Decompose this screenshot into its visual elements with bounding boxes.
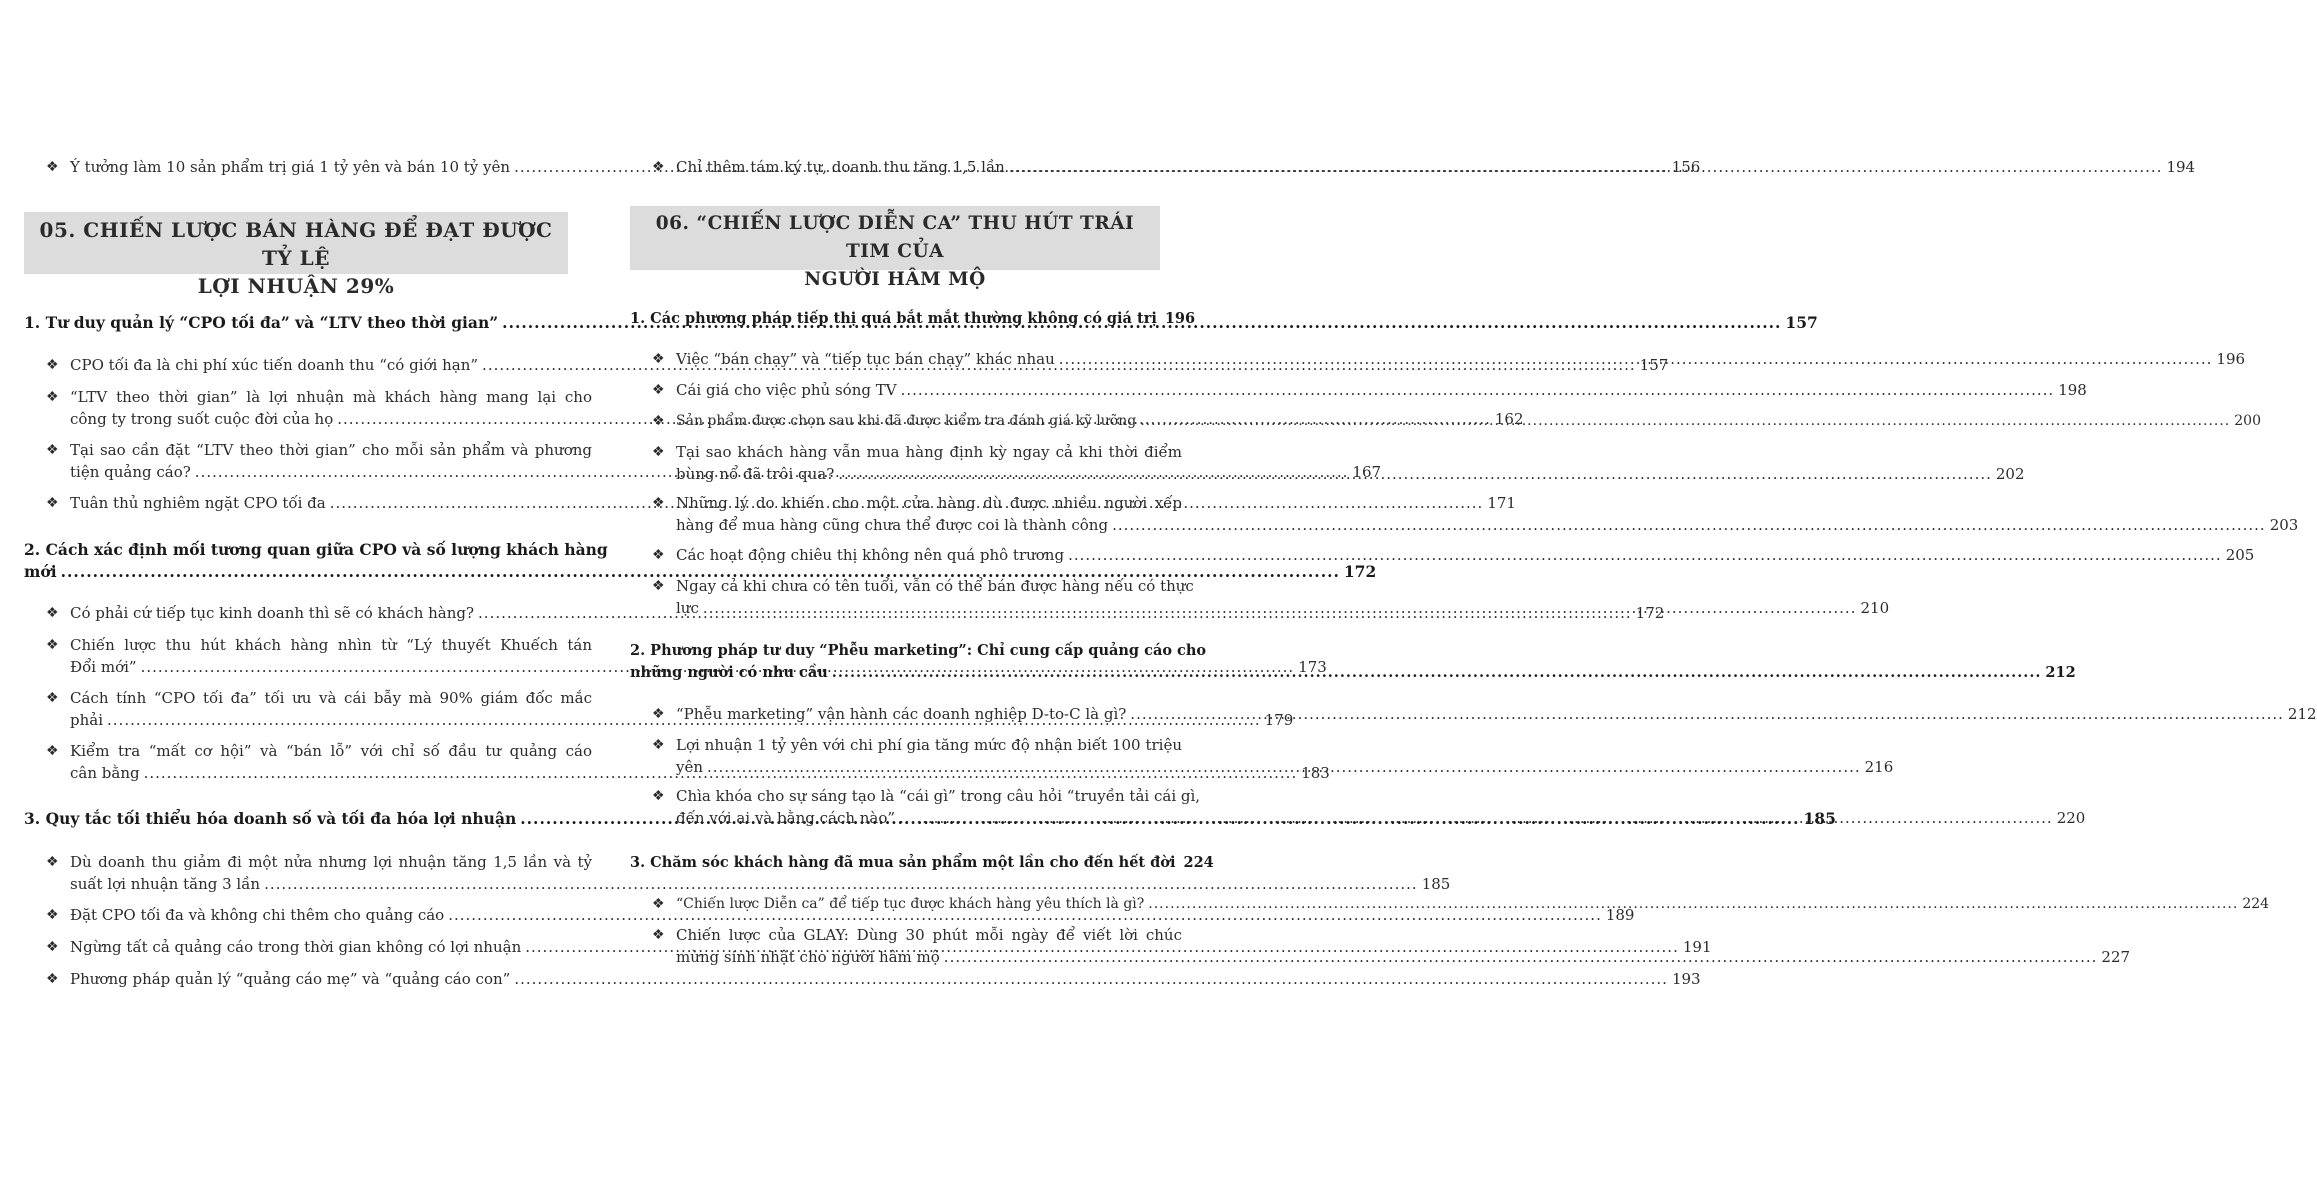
bullet-icon: ❖ [46, 637, 59, 653]
bullet-icon: ❖ [46, 971, 59, 987]
bullet-icon: ❖ [652, 159, 665, 175]
section-heading[interactable]: 3. Quy tắc tối thiểu hóa doanh số và tối đa hóa lợi nhuận ..... 185 [24, 808, 568, 830]
page-number: 157 [1639, 356, 1669, 374]
page-number: 193 [1671, 970, 1701, 988]
section-heading[interactable]: 3. Chăm sóc khách hàng đã mua sản phẩm một lần cho đến hết đời 224 [630, 852, 1160, 874]
bullet-icon: ❖ [46, 907, 59, 923]
page-number: 189 [1605, 906, 1635, 924]
section-heading[interactable]: 1. Các phương pháp tiếp thị quá bắt mắt thường không có giá trị 196 [630, 308, 1160, 330]
page-number: 202 [1995, 465, 2025, 483]
bullet-icon: ❖ [652, 547, 665, 563]
page-number: 200 [2234, 413, 2261, 429]
page-number: 220 [2056, 809, 2086, 827]
bullet-icon: ❖ [46, 743, 59, 759]
page-number: 224 [2242, 896, 2270, 912]
chapter-banner: 06. “CHIẾN LƯỢC DIỄN CA” THU HÚT TRÁI TIM CỦA NGƯỜI HÂM MỘ [630, 206, 1160, 270]
bullet-icon: ❖ [46, 690, 59, 706]
bullet-icon: ❖ [652, 706, 665, 722]
page-number: 205 [2225, 546, 2255, 564]
bullet-icon: ❖ [652, 444, 665, 460]
page-number: 156 [1671, 158, 1701, 176]
bullet-icon: ❖ [652, 382, 665, 398]
page-number: 185 [1803, 809, 1836, 828]
bullet-icon: ❖ [652, 578, 665, 594]
bullet-icon: ❖ [652, 351, 665, 367]
page-number: 183 [1301, 764, 1330, 782]
page-number: 198 [2058, 381, 2087, 399]
page-number: 173 [1298, 658, 1327, 676]
bullet-icon: ❖ [46, 939, 59, 955]
page-number: 196 [2216, 350, 2246, 368]
page-number: 203 [2269, 516, 2299, 534]
bullet-icon: ❖ [46, 854, 59, 870]
bullet-icon: ❖ [46, 495, 59, 511]
bullet-icon: ❖ [652, 896, 665, 912]
bullet-icon: ❖ [46, 159, 59, 175]
page-number: 171 [1487, 494, 1516, 512]
bullet-icon: ❖ [46, 605, 59, 621]
page-number: 185 [1421, 875, 1451, 893]
bullet-icon: ❖ [652, 788, 665, 804]
bullet-icon: ❖ [652, 495, 665, 511]
page-number: 172 [1343, 562, 1377, 581]
section-heading[interactable]: 2. Phương pháp tư duy “Phễu marketing”: Chỉ cung cấp quảng cáo cho những người có nhu cầu ..... 212 [630, 640, 1160, 684]
page-number: 227 [2101, 948, 2131, 966]
page-number: 172 [1635, 604, 1665, 622]
page-number: 212 [2287, 705, 2317, 723]
page-number: 196 [1164, 310, 1196, 327]
page-number: 157 [1785, 313, 1818, 332]
page-number: 224 [1183, 854, 1214, 871]
page-number: 210 [1860, 599, 1890, 617]
section-heading[interactable]: 2. Cách xác định mối tương quan giữa CPO và số lượng khách hàng mới ..... 172 [24, 539, 568, 583]
bullet-icon: ❖ [652, 737, 665, 753]
page-number: 179 [1264, 711, 1294, 729]
page-number: 162 [1494, 410, 1524, 428]
chapter-banner: 05. CHIẾN LƯỢC BÁN HÀNG ĐỂ ĐẠT ĐƯỢC TỶ LỆ LỢI NHUẬN 29% [24, 212, 568, 274]
bullet-icon: ❖ [46, 442, 59, 458]
bullet-icon: ❖ [46, 389, 59, 405]
page-number: 216 [1864, 758, 1894, 776]
page-number: 194 [2166, 158, 2196, 176]
bullet-icon: ❖ [652, 927, 665, 943]
page-number: 191 [1682, 938, 1712, 956]
bullet-icon: ❖ [46, 357, 59, 373]
section-heading[interactable]: 1. Tư duy quản lý “CPO tối đa” và “LTV theo thời gian” ..... 157 [24, 312, 568, 334]
page-number: 212 [2045, 664, 2076, 681]
page-number: 167 [1352, 463, 1382, 481]
bullet-icon: ❖ [652, 413, 665, 429]
